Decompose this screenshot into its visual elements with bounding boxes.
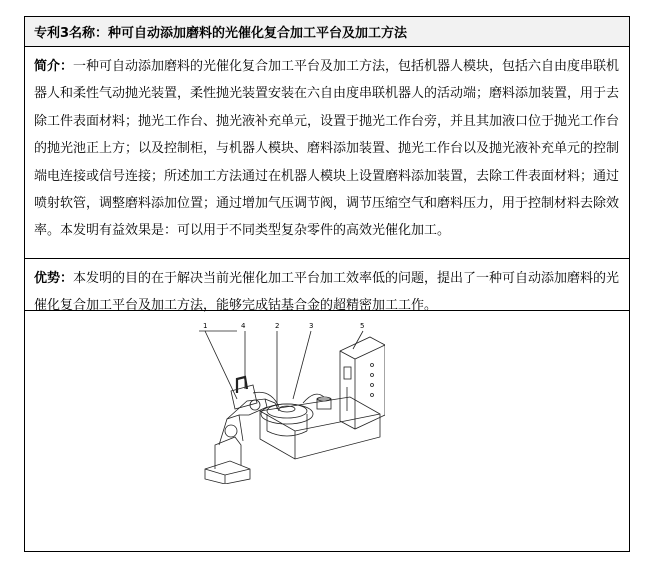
summary-label: 简介：: [34, 59, 74, 74]
fluid-supply-unit: [303, 394, 331, 409]
callout-3: 3: [309, 322, 314, 330]
callout-5: 5: [360, 322, 365, 330]
leader-lines: [199, 331, 363, 409]
title-row: [25, 17, 629, 47]
advantage-row: [25, 259, 629, 311]
callout-1: 1: [203, 322, 208, 330]
abrasive-adding-device: [231, 377, 279, 409]
callout-2: 2: [275, 322, 280, 330]
summary-text: 一种可自动添加磨料的光催化复合加工平台及加工方法，包括机器人模块，包括六自由度串联机器人和柔性气动抛光装置，柔性抛光装置安装在六自由度串联机器人的活动端；磨料添加装置，用于去除工件表面材料；抛光工作台、抛光液补充单元，设置于抛光工作台旁，并且其加液口位于抛光工作台的抛光池正上方；以及控制柜，与机器人模块、磨料添加装置、抛光工作台以及抛光液补充单元的控制端电连接或信号连接；所述加工方法通过在机器人模块上设置磨料添加装置，去除工件表面材料；通过喷射软管，调整磨料添加位置；通过增加气压调节阀，调节压缩空气和磨料压力，用于控制材料去除效率。本发明有益效果是：可以用于不同类型复杂零件的高效光催化加工。: [34, 59, 620, 239]
patent-info-table: [24, 16, 630, 552]
polishing-table: [260, 397, 380, 459]
callout-4: 4: [241, 322, 246, 330]
figure-row: [25, 311, 629, 551]
advantage-text: 本发明的目的在于解决当前光催化加工平台加工效率低的问题，提出了一种可自动添加磨料的光催化复合加工平台及加工方法，能够完成钴基合金的超精密加工工作。: [34, 271, 620, 313]
summary-row: [25, 47, 629, 259]
platform-drawing: [175, 319, 385, 484]
six-axis-robot: [205, 399, 279, 484]
advantage-label: 优势：: [34, 271, 74, 286]
title-text: 种可自动添加磨料的光催化复合加工平台及加工方法: [108, 26, 408, 41]
title-label: 专利3名称：: [34, 26, 109, 41]
control-cabinet: [340, 337, 385, 429]
